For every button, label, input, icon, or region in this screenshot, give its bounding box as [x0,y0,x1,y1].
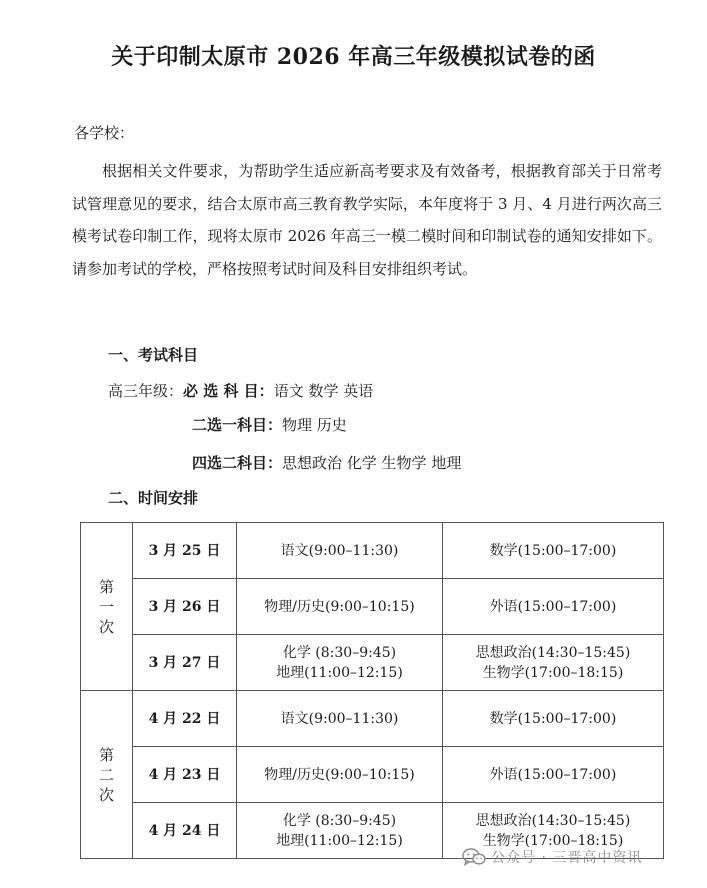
watermark-text: 公众号 · 三晋高中资讯 [491,850,643,866]
session-entry: 生物学(17:00–18:15) [482,664,624,681]
subject-line-required [108,380,373,401]
body-paragraph: 根据相关文件要求，为帮助学生适应新高考要求及有效备考，根据教育部关于日常考试管理意见的要求，结合太原市高三教育教学实际，本年度将于 3 月、4 月进行两次高三模考试卷印制工作，现将太原市 2026 年高三一模二模时间和印制试卷的通知安排如下。请参加考试的学校，严格按照考试时间及科目安排组织考试。 [72,162,662,278]
session-entry: 数学(15:00–17:00) [489,710,617,727]
exam-round-char: 二 [98,765,114,784]
session-entry: 地理(11:00–12:15) [276,664,403,681]
morning-session [237,691,443,747]
exam-date: 4 月 22 日 [133,691,237,747]
exam-round-char: 次 [98,617,114,636]
schedule-row [81,691,664,747]
subject-category-label: 四选二科目： [192,454,283,472]
session-entry: 语文(9:00–11:30) [280,710,399,727]
morning-session [237,803,443,859]
afternoon-session [443,579,664,635]
session-entry: 地理(11:00–12:15) [276,832,403,849]
exam-schedule-table [80,522,664,859]
subject-list: 物理 历史 [282,416,347,434]
session-entry: 思想政治(14:30–15:45) [475,644,631,661]
session-entry: 外语(15:00–17:00) [489,598,617,615]
session-entry: 外语(15:00–17:00) [489,766,617,783]
subject-category-label: 必 选 科 目： [183,382,274,400]
subject-list: 语文 数学 英语 [273,382,374,400]
schedule-row [81,747,664,803]
afternoon-session [443,523,664,579]
afternoon-session [443,691,664,747]
schedule-row [81,579,664,635]
watermark [462,847,642,867]
section-heading-subjects: 一、考试科目 [108,346,199,364]
session-entry: 思想政治(14:30–15:45) [475,812,631,829]
session-entry: 数学(15:00–17:00) [489,542,617,559]
exam-date: 3 月 25 日 [133,523,237,579]
salutation: 各学校： [74,124,135,142]
exam-round-char: 一 [98,597,114,616]
morning-session [237,747,443,803]
exam-date: 4 月 23 日 [133,747,237,803]
morning-session [237,579,443,635]
document-title: 关于印制太原市 2026 年高三年级模拟试卷的函 [111,44,596,70]
session-entry: 生物学(17:00–18:15) [482,832,624,849]
exam-round-label [81,523,133,691]
subject-category-label: 二选一科目： [192,416,283,434]
exam-round-char: 次 [98,785,114,804]
session-entry: 语文(9:00–11:30) [280,542,399,559]
exam-date: 3 月 27 日 [133,635,237,691]
morning-session [237,635,443,691]
session-entry: 物理/历史(9:00–10:15) [264,766,415,783]
exam-round-label [81,691,133,859]
schedule-row [81,635,664,691]
afternoon-session [443,635,664,691]
grade-label: 高三年级： [108,382,184,400]
section-heading-schedule: 二、时间安排 [108,489,199,507]
exam-date: 4 月 24 日 [133,803,237,859]
session-entry: 化学 (8:30–9:45) [282,644,397,661]
session-entry: 物理/历史(9:00–10:15) [264,598,415,615]
subject-list: 思想政治 化学 生物学 地理 [282,454,462,472]
exam-date: 3 月 26 日 [133,579,237,635]
exam-round-char: 第 [98,745,114,764]
subject-line-choose-two [192,452,461,473]
exam-round-char: 第 [98,577,114,596]
morning-session [237,523,443,579]
schedule-row [81,523,664,579]
wechat-icon [462,848,486,866]
afternoon-session [443,747,664,803]
session-entry: 化学 (8:30–9:45) [282,812,397,829]
subject-line-choose-one [192,414,347,435]
